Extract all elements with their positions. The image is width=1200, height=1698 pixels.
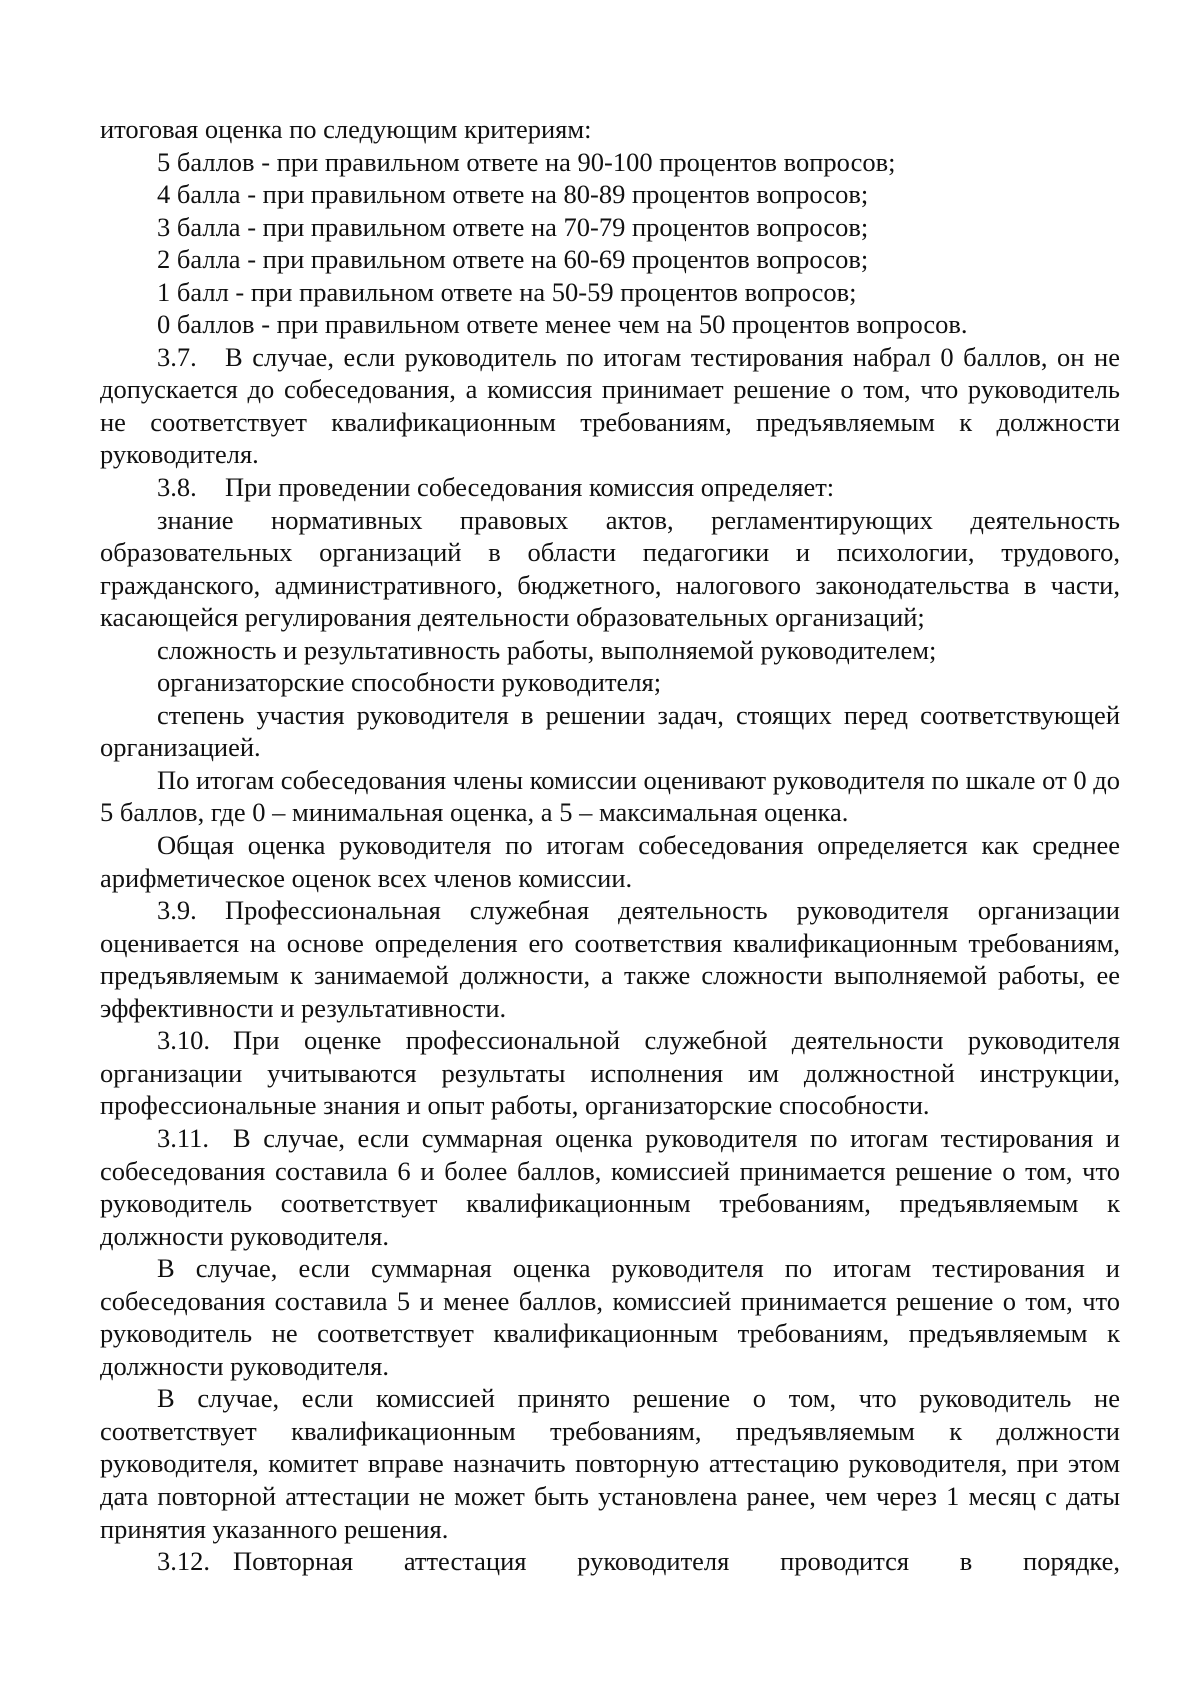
clause-number: 3.7. xyxy=(157,341,197,372)
paragraph-score-4: 4 балла - при правильном ответе на 80-89 процентов вопросов; xyxy=(157,179,869,210)
clause-number: 3.12. xyxy=(157,1546,210,1577)
paragraph-criteria-intro: итоговая оценка по следующим критериям: xyxy=(100,114,592,144)
paragraph-reattestation: В случае, если комиссией принято решение о том, что руководитель не соответствует квалификационным требованиям, предъявляемым к должности руководителя, комитет вправе назначить повторную аттестацию руководителя, при этом дата повторной аттестации не может быть установлена ранее, чем через 1 месяц с даты принятия указанного решения. xyxy=(100,1383,1120,1544)
paragraph-score-1: 1 балл - при правильном ответе на 50-59 процентов вопросов; xyxy=(157,276,857,307)
clause-number: 3.8. xyxy=(157,472,197,503)
paragraph-score-5: 5 баллов - при правильном ответе на 90-100 процентов вопросов; xyxy=(157,146,896,177)
paragraph-interview-scale: По итогам собеседования члены комиссии оценивают руководителя по шкале от 0 до 5 баллов, где 0 – минимальная оценка, а 5 – максимальная оценка. xyxy=(100,764,1120,828)
paragraph-complexity: сложность и результативность работы, выполняемой руководителем; xyxy=(157,634,937,665)
clause-number: 3.10. xyxy=(157,1025,210,1056)
clause-number: 3.11. xyxy=(157,1122,210,1153)
paragraph-knowledge: знание нормативных правовых актов, регламентирующих деятельность образовательных организаций в области педагогики и психологии, трудового, гражданского, административного, бюджетного, налогового законодательства в части, касающейся регулирования деятельности образовательных организаций; xyxy=(100,504,1120,633)
paragraph-overall-score: Общая оценка руководителя по итогам собеседования определяется как среднее арифметическое оценок всех членов комиссии. xyxy=(100,830,1120,893)
paragraph-participation: степень участия руководителя в решении задач, стоящих перед соответствующей организацией. xyxy=(100,699,1120,763)
paragraph-score-0: 0 баллов - при правильном ответе менее чем на 50 процентов вопросов. xyxy=(157,309,968,340)
paragraph-3-10: 3.10. При оценке профессиональной служебной деятельности руководителя организации учитываются результаты исполнения им должностной инструкции, профессиональные знания и опыт работы, организаторские способности. xyxy=(100,1025,1120,1121)
paragraph-3-8: 3.8. При проведении собеседования комиссия определяет: xyxy=(157,472,835,503)
paragraph-3-9: 3.9. Профессиональная служебная деятельность руководителя организации оценивается на основе определения его соответствия квалификационным требованиям, предъявляемым к занимаемой должности, а также сложности выполняемой работы, ее эффективности и результативности. xyxy=(100,895,1120,1023)
clause-number: 3.9. xyxy=(157,895,197,926)
paragraph-score-2: 2 балла - при правильном ответе на 60-69 процентов вопросов; xyxy=(157,244,869,275)
paragraph-fail-case: В случае, если суммарная оценка руководителя по итогам тестирования и собеседования составила 5 и менее баллов, комиссией принимается решение о том, что руководитель не соответствует квалификационным требованиям, предъявляемым к должности руководителя. xyxy=(100,1253,1120,1381)
paragraph-3-11: 3.11. В случае, если суммарная оценка руководителя по итогам тестирования и собеседования составила 6 и более баллов, комиссией принимается решение о том, что руководитель соответствует квалификационным требованиям, предъявляемым к должности руководителя. xyxy=(100,1122,1120,1251)
document-page xyxy=(100,113,1120,1578)
paragraph-organizational: организаторские способности руководителя; xyxy=(157,667,662,698)
paragraph-score-3: 3 балла - при правильном ответе на 70-79 процентов вопросов; xyxy=(157,211,869,242)
paragraph-3-12: 3.12. Повторная аттестация руководителя проводится в порядке, xyxy=(157,1546,1120,1577)
paragraph-3-7: 3.7. В случае, если руководитель по итогам тестирования набрал 0 баллов, он не допускается до собеседования, а комиссия принимает решение о том, что руководитель не соответствует квалификационным требованиям, предъявляемым к должности руководителя. xyxy=(100,341,1120,470)
